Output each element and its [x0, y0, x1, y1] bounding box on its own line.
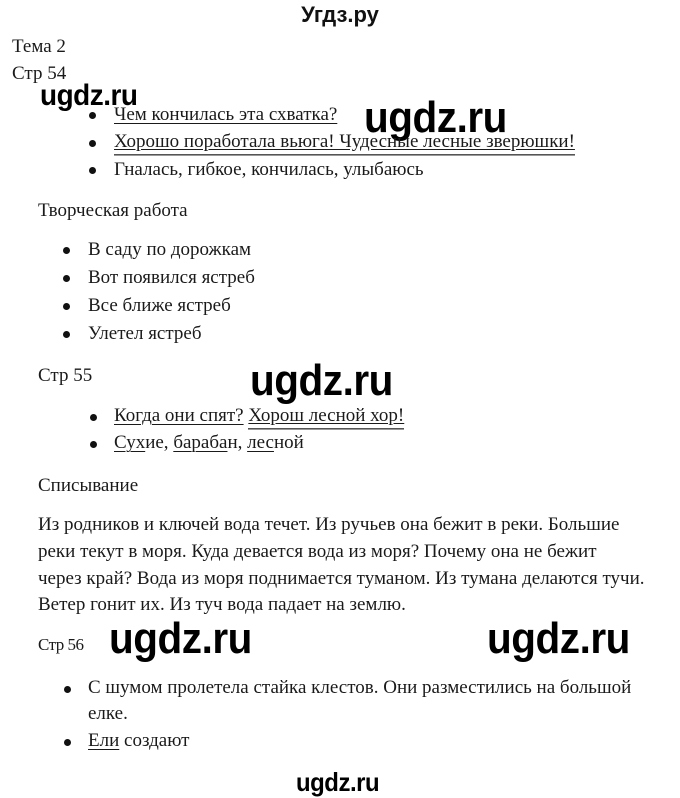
bullet-icon	[90, 414, 97, 421]
paragraph-line: реки текут в моря. Куда девается вода из моря? Почему она не бежит	[38, 541, 597, 562]
bullet-icon	[63, 247, 70, 254]
list-item-line: С шумом пролетела стайка клестов. Они разместились на большой	[88, 677, 632, 698]
word-ending: ной	[273, 432, 304, 453]
watermark: ugdz.ru	[364, 93, 507, 142]
topic-label: Тема 2	[12, 36, 66, 57]
subject-underline: Ели	[88, 730, 120, 751]
bullet-icon	[63, 303, 70, 310]
underlined-sentence: Чем кончилась эта схватка?	[114, 104, 338, 125]
double-underlined-sentence: Хорошо поработала вьюга! Чудесные лесные зверюшки!	[114, 131, 575, 152]
word-ending: н,	[227, 432, 248, 453]
page-label-55: Стр 55	[38, 365, 93, 386]
list-item	[114, 104, 337, 126]
paragraph-line: Из родников и ключей вода течет. Из ручьев она бежит в реки. Большие	[38, 514, 620, 535]
word-ending: ие,	[145, 432, 174, 453]
watermark: ugdz.ru	[109, 614, 252, 663]
page-label-56: Стр 56	[38, 635, 84, 654]
page-label-54: Стр 54	[12, 63, 67, 84]
bullet-icon	[89, 140, 96, 147]
paragraph-line: Ветер гонит их. Из туч вода падает на землю.	[38, 594, 406, 615]
word-root-underline: бараба	[173, 432, 228, 453]
bullet-icon	[89, 112, 96, 119]
list-item: Гналась, гибкое, кончилась, улыбаюсь	[114, 159, 424, 180]
subheading-copying: Списывание	[38, 475, 139, 496]
watermark: ugdz.ru	[250, 356, 393, 405]
list-item: В саду по дорожкам	[88, 239, 252, 260]
list-item	[114, 405, 404, 427]
bullet-icon	[64, 686, 71, 693]
site-title: Угдз.ру	[301, 2, 379, 27]
bullet-icon	[64, 739, 71, 746]
double-underlined-sentence: Хорош лесной хор!	[248, 405, 405, 426]
list-item-line: елке.	[88, 703, 128, 724]
list-item: Улетел ястреб	[88, 323, 202, 344]
list-item: Все ближе ястреб	[88, 295, 231, 316]
bullet-icon	[63, 275, 70, 282]
subheading-creative-work: Творческая работа	[38, 200, 188, 221]
list-item	[88, 730, 189, 752]
paragraph-line: через край? Вода из моря поднимается туманом. Из тумана делаются тучи.	[38, 568, 645, 589]
predicate-text: создают	[119, 730, 190, 751]
bullet-icon	[90, 441, 97, 448]
list-item	[114, 131, 575, 153]
watermark: ugdz.ru	[40, 79, 138, 112]
watermark: ugdz.ru	[487, 614, 630, 663]
bullet-icon	[63, 331, 70, 338]
bullet-icon	[89, 167, 96, 174]
list-item	[114, 432, 304, 454]
word-root-underline: Сух	[114, 432, 146, 453]
footer-watermark: ugdz.ru	[296, 767, 380, 797]
word-root-underline: лес	[247, 432, 274, 453]
underlined-sentence: Когда они спят?	[114, 405, 244, 426]
list-item: Вот появился ястреб	[88, 267, 255, 288]
